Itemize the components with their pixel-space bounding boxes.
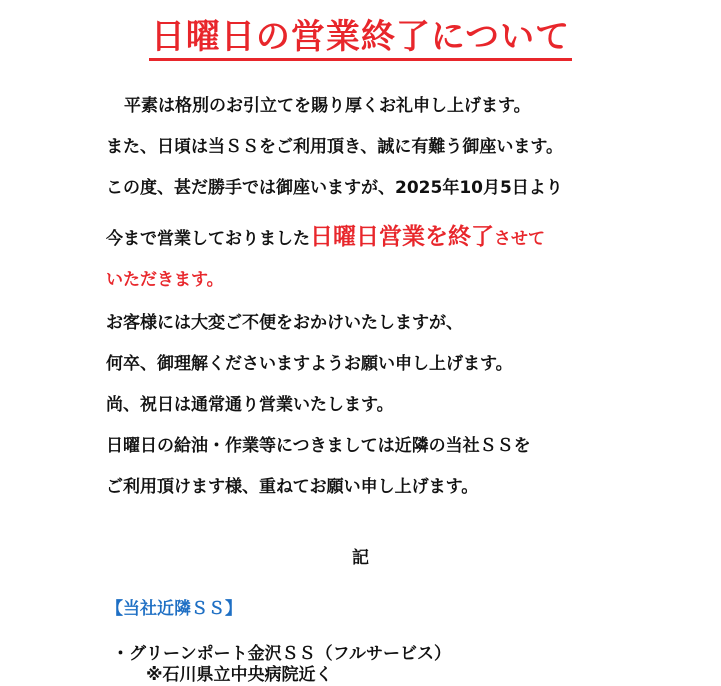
paragraph-line-1: 平素は格別のお引立てを賜り厚くお礼申し上げます。 (124, 96, 531, 116)
nearby-ss-item: ・グリーンポート金沢ＳＳ（フルサービス） (112, 644, 451, 664)
paragraph-line-2: また、日頃は当ＳＳをご利用頂き、誠に有難う御座います。 (106, 137, 563, 157)
paragraph-line-7: 何卒、御理解くださいますようお願い申し上げます。 (106, 354, 513, 374)
paragraph-line-9: 日曜日の給油・作業等につきましては近隣の当社ＳＳを (106, 436, 531, 456)
paragraph-line-6: お客様には大変ご不便をおかけいたしますが、 (106, 313, 463, 333)
paragraph-line-8: 尚、祝日は通常通り営業いたします。 (106, 395, 394, 415)
emphasis-sunday-closing: 日曜日営業を終了 (310, 224, 494, 250)
paragraph-line-4 (106, 222, 545, 254)
notice-title: 日曜日の営業終了について (149, 17, 572, 61)
paragraph-line-4-prefix: 今まで営業しておりました (106, 229, 310, 249)
nearby-ss-heading: 【当社近隣ＳＳ】 (106, 599, 242, 619)
nearby-ss-item-note: ※石川県立中央病院近く (146, 665, 333, 685)
paragraph-line-4-suffix: させて (494, 229, 545, 249)
paragraph-line-5: いただきます。 (106, 270, 224, 290)
notice-title-wrapper (0, 17, 721, 61)
paragraph-line-3: この度、甚だ勝手では御座いますが、2025年10月5日より (106, 178, 563, 198)
note-heading: 記 (352, 548, 369, 568)
paragraph-line-10: ご利用頂けます様、重ねてお願い申し上げます。 (106, 477, 479, 497)
